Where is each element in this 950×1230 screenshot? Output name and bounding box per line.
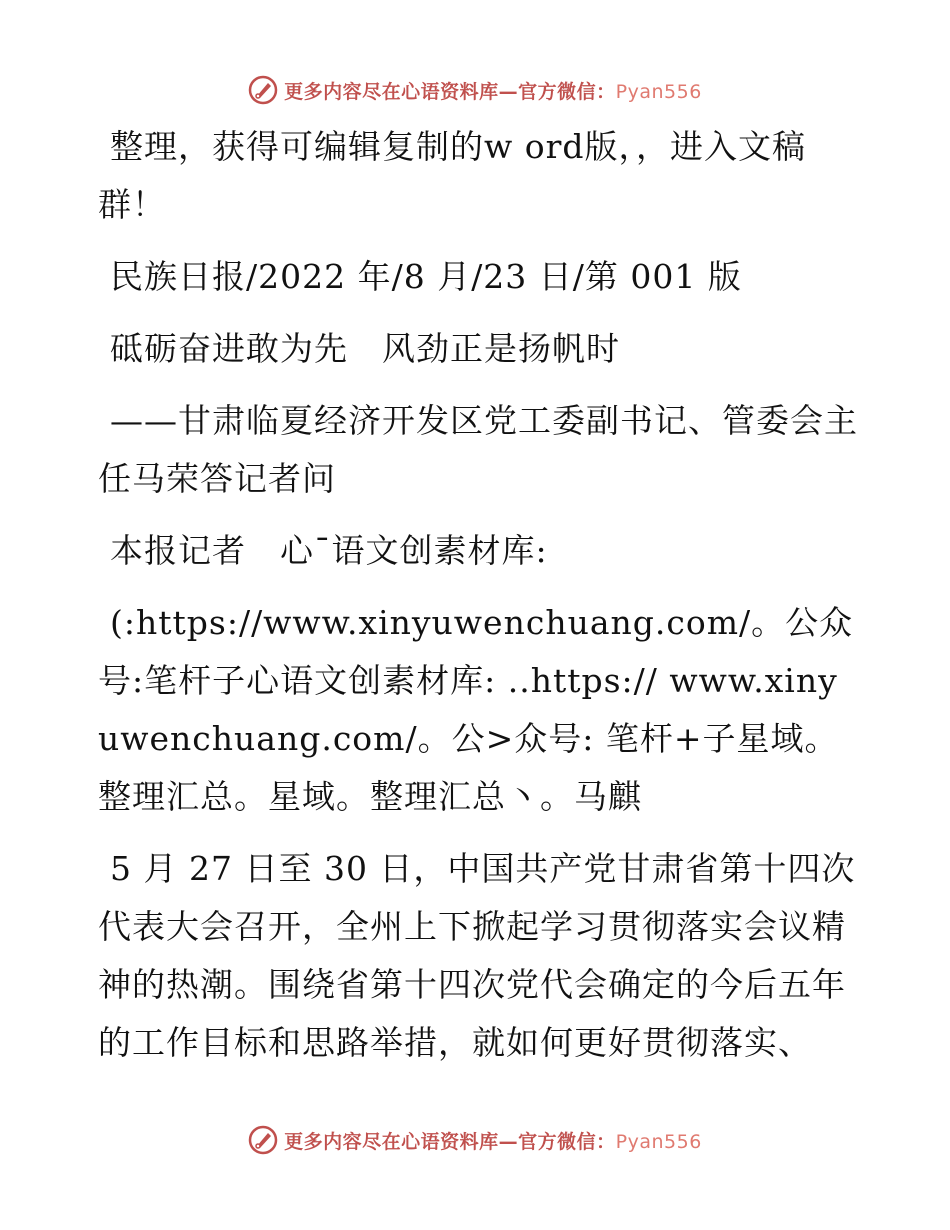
banner-text: 更多内容尽在心语资料库—官方微信：Pyan556 bbox=[284, 1130, 702, 1153]
paragraph-source-line: 民族日报/2022 年/8 月/23 日/第 001 版 bbox=[110, 257, 742, 296]
article-subtitle: ——甘肃临夏经济开发区党工委副书记、管委会主任马荣答记者问 bbox=[98, 401, 858, 498]
header-watermark-banner bbox=[0, 70, 950, 110]
paragraph-watermark-text: (:https://www.xinyuwenchuang.com/。公众号:笔杆子心语文创素材库: ..https:// www.xinyuwenchuang.com/。公>众号: 笔杆+子星域。整理汇总。星域。整理汇总丶。马麒 bbox=[98, 603, 854, 816]
brand-logo-icon bbox=[248, 1125, 278, 1155]
document-body bbox=[98, 118, 858, 1086]
reporter-line: 本报记者 心¯语文创素材库: bbox=[110, 531, 548, 570]
paragraph-body: 5 月 27 日至 30 日，中国共产党甘肃省第十四次代表大会召开，全州上下掀起学习贯彻落实会议精神的热潮。围绕省第十四次党代会确定的今后五年的工作目标和思路举措，就如何更好贯彻落实、 bbox=[98, 849, 856, 1062]
paragraph-intro: 整理，获得可编辑复制的w ord版，，进入文稿群！ bbox=[98, 127, 807, 224]
banner-text: 更多内容尽在心语资料库—官方微信：Pyan556 bbox=[284, 80, 702, 103]
article-title: 砥砺奋进敢为先 风劲正是扬帆时 bbox=[110, 329, 620, 368]
footer-watermark-banner bbox=[0, 1120, 950, 1160]
brand-logo-icon bbox=[248, 75, 278, 105]
